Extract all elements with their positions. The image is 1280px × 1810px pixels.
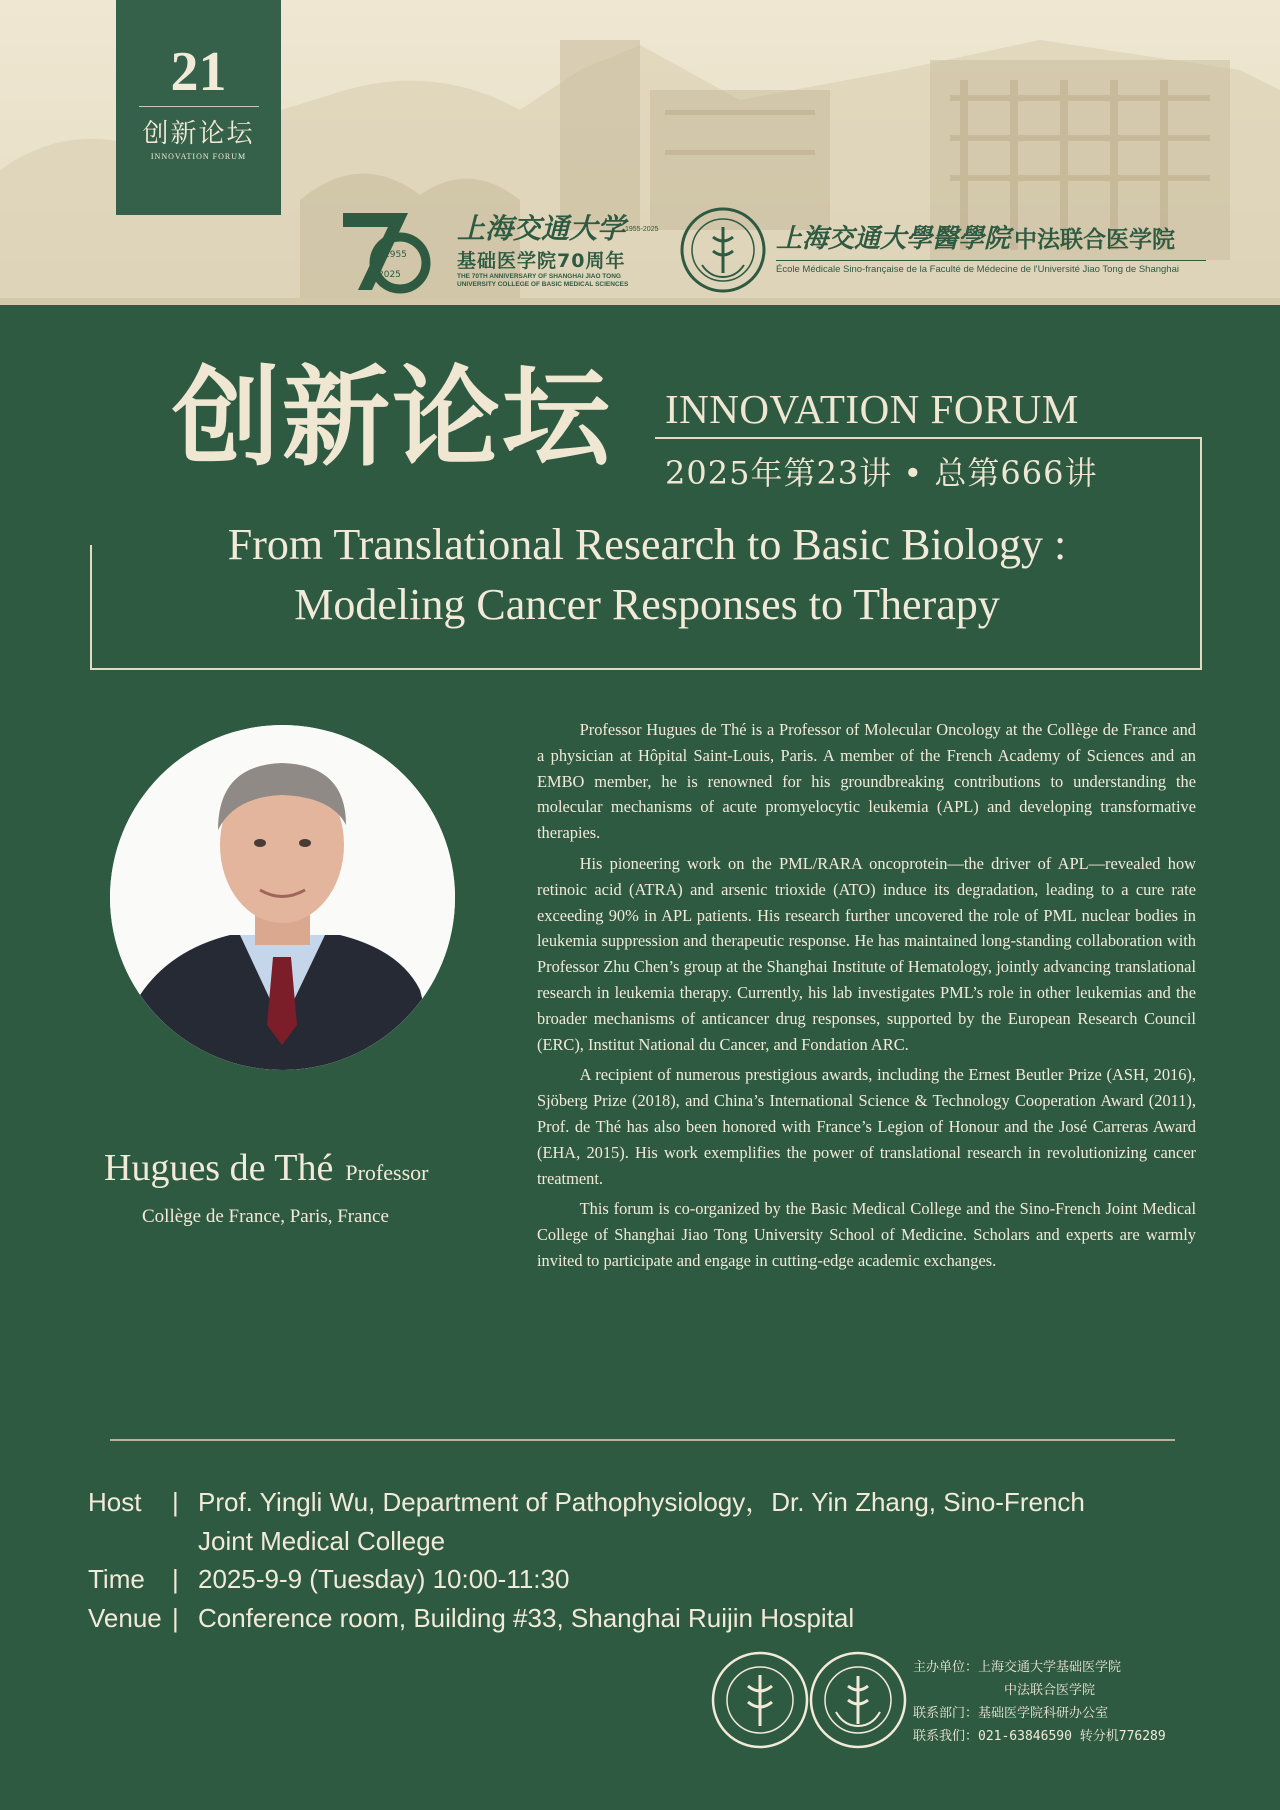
host-row [88,1483,1198,1522]
anniversary-en-1: THE 70TH ANNIVERSARY OF SHANGHAI JIAO TONG [457,273,621,280]
venue-row [88,1599,1198,1638]
forum-badge [116,0,281,215]
logo-year-bottom: 2025 [378,270,401,280]
organizer-line-1: 主办单位：上海交通大学基础医学院 [913,1660,1122,1675]
venue-value: Conference room, Building #33, Shanghai Ruijin Hospital [198,1602,855,1633]
bio-paragraph: This forum is co-organized by the Basic Medical College and the Sino-French Joint Medical College of Shanghai Jiao Tong University School of Medicine. Scholars and experts are warmly invited to participate and engage in cutting-edge academic exchanges. [537,1199,1196,1270]
headline-en: INNOVATION FORUM [665,386,1079,432]
organizer-line-2: 中法联合医学院 [1004,1683,1096,1698]
host-value-line-2: Joint Medical College [198,1525,446,1556]
host-label: Host [88,1487,142,1517]
lecture-title-line-2: Modeling Cancer Responses to Therapy [294,580,1000,629]
sino-french-college [776,218,1206,275]
speaker-name-line [104,1146,428,1190]
sino-french-seal-icon [680,207,766,293]
anniversary-years: 1955-2025 [625,226,659,233]
headline-cn: 创新论坛 [172,355,613,481]
bio-paragraph: His pioneering work on the PML/RARA oncoprotein—the driver of APL—revealed how retinoic acid (ATRA) and arsenic trioxide (ATO) induce its degradation, leading to a cure rate exceeding 90% in APL patients. His research further uncovered the role of PML nuclear bodies in leukemia suppression and therapeutic response. He has maintained long-standing collaboration with Professor Zhu Chen’s group at the Shanghai Institute of Hematology, jointly advancing translational research in leukemia therapy. Currently, his lab investigates PML’s role in other leukemias and the broader mechanisms of anticancer drug responses, supported by the European Research Council (ERC), Institut National du Cancer, and Fondation ARC. [537,853,1196,1054]
anniversary-en-2: UNIVERSITY COLLEGE OF BASIC MEDICAL SCIENCES [457,281,629,288]
speaker-portrait [110,725,455,1070]
bio-paragraph: Professor Hugues de Thé is a Professor of Molecular Oncology at the Collège de France and a physician at Hôpital Saint-Louis, Paris. A member of the French Academy of Sciences and an EMBO member, he is renowned for his groundbreaking contributions to understanding the molecular mechanisms of acute promyelocytic leukemia (APL) and developing transformative therapies. [537,720,1196,843]
logo-year-top: 1955 [384,250,407,260]
sino-french-fr: École Médicale Sino-française de la Faculté de Médecine de l'Université Jiao Tong de Shanghai [776,264,1179,275]
sjtu-calligraphy: 上海交通大学 [457,212,626,245]
time-row [88,1560,1198,1599]
contact-phone: 联系我们：021-63846590 转分机776289 [913,1729,1166,1744]
anniversary-text [457,214,672,289]
badge-en-title: INNOVATION FORUM [150,152,247,161]
badge-number: 21 [170,41,227,103]
frame-line-top-right [655,437,1202,439]
badge-cn-title: 创新论坛 [142,119,255,149]
sino-french-bottom-seal-icon [808,1650,908,1750]
separator: | [172,1602,179,1633]
sjtu-medical-calligraphy: 上海交通大學醫學院 [776,224,1011,254]
separator: | [172,1487,179,1517]
speaker-affiliation: Collège de France, Paris, France [142,1206,389,1227]
lecture-title-line-1: From Translational Research to Basic Biology : [227,520,1067,569]
speaker-bio [537,717,1196,1279]
anniversary-70-logo [338,205,438,295]
time-label: Time [88,1564,145,1594]
host-value: Prof. Yingli Wu, Department of Pathophysiology，Dr. Yin Zhang, Sino-French [198,1487,1085,1517]
section-divider [110,1439,1175,1441]
speaker-name: Hugues de Thé [104,1147,334,1189]
header-banner [0,0,1280,305]
venue-label: Venue [88,1602,162,1633]
anniversary-cn: 基础医学院70周年 [457,250,626,272]
speaker-role: Professor [345,1160,429,1185]
contact-info [913,1656,1166,1748]
bio-paragraph: A recipient of numerous prestigious awards, including the Ernest Beutler Prize (ASH, 2016), Sjöberg Prize (2018), and China’s International Science & Technology Cooperation Award (2011), Prof. de Thé has also been honored with France’s Legion of Honour and the José Carreras Award (EHA, 2015). His work exemplifies the power of translational research in revolutionizing cancer treatment. [537,1065,1196,1188]
lecture-number: 2025年第23讲 • 总第666讲 [665,454,1098,492]
frame-line-bottom [90,668,1202,670]
event-details [88,1483,1198,1637]
host-row-continued [88,1522,1198,1561]
time-value: 2025-9-9 (Tuesday) 10:00-11:30 [198,1564,570,1594]
contact-department: 联系部门：基础医学院科研办公室 [913,1706,1109,1721]
sjtu-medical-seal-icon [710,1650,810,1750]
separator: | [172,1564,179,1594]
sino-french-cn: 中法联合医学院 [1014,227,1176,253]
